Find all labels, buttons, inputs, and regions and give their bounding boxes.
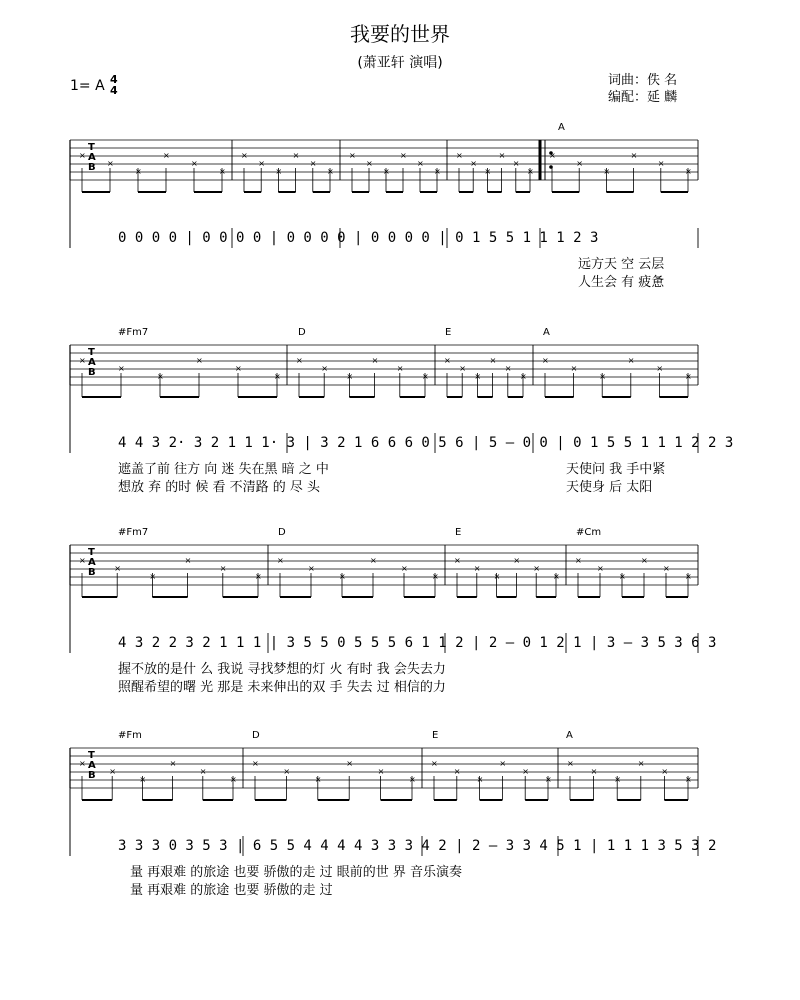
fret-mark: × bbox=[252, 759, 259, 768]
fret-mark: × bbox=[630, 151, 638, 160]
fret-mark: × bbox=[685, 572, 692, 581]
tab-clef-letter: T bbox=[88, 347, 95, 358]
fret-mark: × bbox=[641, 556, 648, 565]
fret-mark: × bbox=[470, 159, 477, 168]
tab-clef-letter: T bbox=[88, 750, 95, 761]
fret-mark: × bbox=[498, 151, 506, 160]
fret-mark: × bbox=[599, 372, 606, 381]
fret-mark: × bbox=[241, 151, 248, 160]
lyric-line-2: 照醒希望的曙 光 那是 未来伸出的双 手 失去 过 相信的力 bbox=[118, 680, 446, 695]
fret-mark: × bbox=[401, 564, 408, 573]
fret-mark: × bbox=[567, 759, 574, 768]
fret-mark: × bbox=[619, 572, 626, 581]
fret-mark: × bbox=[258, 159, 265, 168]
chord-symbol: #Fm7 bbox=[118, 527, 149, 538]
chord-symbol: D bbox=[278, 527, 286, 538]
fret-mark: × bbox=[292, 151, 300, 160]
fret-mark: × bbox=[321, 364, 328, 373]
fret-mark: × bbox=[109, 767, 116, 776]
chord-symbol: D bbox=[252, 730, 260, 741]
credit-lyrics-music: 词曲：佚 名 bbox=[608, 73, 678, 88]
fret-mark: × bbox=[219, 167, 226, 176]
lyric-line-2: 想放 弃 的时 候 看 不清路 的 尽 头 bbox=[118, 480, 321, 495]
fret-mark: × bbox=[504, 364, 512, 373]
fret-mark: × bbox=[79, 356, 86, 365]
fret-mark: × bbox=[456, 151, 463, 160]
credit-arranger: 编配：延 麟 bbox=[608, 90, 678, 105]
chord-symbol: #Fm bbox=[118, 730, 142, 741]
fret-mark: × bbox=[139, 775, 147, 784]
tab-clef-letter: A bbox=[88, 557, 96, 568]
fret-mark: × bbox=[484, 167, 492, 176]
lyric-line-1: 握不放的是什 么 我说 寻找梦想的灯 火 有时 我 会失去力 bbox=[118, 662, 446, 677]
fret-mark: × bbox=[314, 775, 322, 784]
fret-mark: × bbox=[489, 356, 497, 365]
fret-mark: × bbox=[309, 159, 317, 168]
fret-mark: × bbox=[296, 356, 303, 365]
fret-mark: × bbox=[346, 372, 354, 381]
fret-mark: × bbox=[157, 372, 164, 381]
fret-mark: × bbox=[149, 572, 157, 581]
numbered-notation: 3 3 3 0 3 5 3 | 6 5 5 4 4 4 4 3 3 3 4 2 | 2 — 3 3 4 5 1 | 1 1 1 3 5 3 2 bbox=[118, 838, 717, 854]
fret-mark: × bbox=[169, 759, 177, 768]
fret-mark: × bbox=[476, 775, 484, 784]
fret-mark: × bbox=[473, 564, 481, 573]
chord-symbol: E bbox=[455, 527, 462, 538]
time-signature-top: 4 bbox=[110, 73, 118, 86]
fret-mark: × bbox=[349, 151, 356, 160]
fret-mark: × bbox=[614, 775, 621, 784]
fret-mark: × bbox=[493, 572, 501, 581]
fret-mark: × bbox=[575, 556, 582, 565]
chord-symbol: D bbox=[298, 327, 306, 338]
chord-symbol: #Fm7 bbox=[118, 327, 149, 338]
tab-clef-letter: T bbox=[88, 142, 95, 153]
fret-mark: × bbox=[513, 556, 521, 565]
fret-mark: × bbox=[235, 364, 242, 373]
fret-mark: × bbox=[454, 556, 461, 565]
tab-clef-letter: B bbox=[88, 162, 96, 173]
fret-mark: × bbox=[255, 572, 262, 581]
fret-mark: × bbox=[499, 759, 507, 768]
fret-mark: × bbox=[196, 356, 203, 365]
lyric-line-1: 远方天 空 云层 bbox=[578, 257, 665, 272]
lyric-line-2: 量 再艰难 的旅途 也要 骄傲的走 过 bbox=[130, 883, 333, 898]
fret-mark: × bbox=[400, 151, 407, 160]
tab-clef-letter: B bbox=[88, 567, 96, 578]
fret-mark: × bbox=[597, 564, 604, 573]
fret-mark: × bbox=[135, 167, 142, 176]
fret-mark: × bbox=[520, 372, 527, 381]
fret-mark: × bbox=[637, 759, 645, 768]
fret-mark: × bbox=[661, 767, 669, 776]
chord-symbol: E bbox=[432, 730, 439, 741]
lyric-line-1: 量 再艰难 的旅途 也要 骄傲的走 过 眼前的世 界 音乐演奏 bbox=[130, 865, 463, 880]
fret-mark: × bbox=[685, 167, 692, 176]
fret-mark: × bbox=[79, 151, 86, 160]
fret-mark: × bbox=[191, 159, 198, 168]
fret-mark: × bbox=[417, 159, 424, 168]
fret-mark: × bbox=[542, 356, 549, 365]
fret-mark: × bbox=[431, 759, 438, 768]
fret-mark: × bbox=[432, 572, 439, 581]
fret-mark: × bbox=[657, 159, 665, 168]
fret-mark: × bbox=[459, 364, 466, 373]
fret-mark: × bbox=[79, 556, 86, 565]
fret-mark: × bbox=[370, 556, 377, 565]
numbered-notation: 4 3 2 2 3 2 1 1 1 | 3 5 5 0 5 5 5 6 1 1 2 | 2 — 0 1 2 1 | 3 — 3 5 3 6 3 bbox=[118, 635, 717, 651]
fret-mark: × bbox=[396, 364, 404, 373]
fret-mark: × bbox=[444, 356, 451, 365]
tab-clef-letter: T bbox=[88, 547, 95, 558]
fret-mark: × bbox=[627, 356, 635, 365]
fret-mark: × bbox=[422, 372, 429, 381]
fret-mark: × bbox=[434, 167, 441, 176]
fret-mark: × bbox=[327, 167, 334, 176]
fret-mark: × bbox=[275, 167, 283, 176]
chord-symbol: #Cm bbox=[576, 527, 602, 538]
fret-mark: × bbox=[512, 159, 520, 168]
fret-mark: × bbox=[383, 167, 390, 176]
tab-clef-letter: A bbox=[88, 357, 96, 368]
fret-mark: × bbox=[522, 767, 529, 776]
tab-clef-letter: A bbox=[88, 760, 96, 771]
chord-symbol: A bbox=[543, 327, 550, 338]
fret-mark: × bbox=[219, 564, 227, 573]
fret-mark: × bbox=[685, 372, 692, 381]
tab-clef-letter: A bbox=[88, 152, 96, 163]
song-subtitle: (萧亚轩 演唱) bbox=[357, 55, 443, 71]
lyric-line-1: 遮盖了前 往方 向 迷 失在黑 暗 之 中 bbox=[118, 462, 329, 477]
fret-mark: × bbox=[533, 564, 540, 573]
numbered-notation: 0 0 0 0 | 0 0 0 0 | 0 0 0 0 | 0 0 0 0 | 0 1 5 5 1 1 1 2 3 bbox=[118, 230, 599, 246]
fret-mark: × bbox=[545, 775, 552, 784]
tab-clef-letter: B bbox=[88, 770, 96, 781]
fret-mark: × bbox=[474, 372, 482, 381]
key-signature: 1= A bbox=[70, 78, 105, 94]
fret-mark: × bbox=[656, 364, 664, 373]
lyric-line-2: 人生会 有 疲惫 bbox=[578, 275, 665, 290]
lyric-line-1: 天使问 我 手中紧 bbox=[566, 462, 666, 477]
fret-mark: × bbox=[114, 564, 121, 573]
time-signature-bottom: 4 bbox=[110, 84, 118, 97]
fret-mark: × bbox=[570, 364, 578, 373]
fret-mark: × bbox=[685, 775, 692, 784]
fret-mark: × bbox=[663, 564, 670, 573]
tab-clef-letter: B bbox=[88, 367, 96, 378]
fret-mark: × bbox=[377, 767, 385, 776]
fret-mark: × bbox=[230, 775, 237, 784]
chord-symbol: E bbox=[445, 327, 452, 338]
fret-mark: × bbox=[274, 372, 281, 381]
fret-mark: × bbox=[118, 364, 125, 373]
fret-mark: × bbox=[163, 151, 170, 160]
fret-mark: × bbox=[79, 759, 86, 768]
song-title: 我要的世界 bbox=[350, 22, 450, 46]
fret-mark: × bbox=[107, 159, 114, 168]
fret-mark: × bbox=[409, 775, 416, 784]
fret-mark: × bbox=[549, 151, 556, 160]
fret-mark: × bbox=[603, 167, 611, 176]
chord-symbol: A bbox=[566, 730, 573, 741]
fret-mark: × bbox=[366, 159, 373, 168]
fret-mark: × bbox=[277, 556, 284, 565]
fret-mark: × bbox=[453, 767, 461, 776]
fret-mark: × bbox=[371, 356, 379, 365]
numbered-notation: 4 4 3 2· 3 2 1 1 1· 3 | 3 2 1 6 6 6 0 5 6 | 5 — 0 0 | 0 1 5 5 1 1 1 2 2 3 bbox=[118, 435, 734, 451]
fret-mark: × bbox=[346, 759, 353, 768]
fret-mark: × bbox=[339, 572, 346, 581]
fret-mark: × bbox=[308, 564, 315, 573]
fret-mark: × bbox=[199, 767, 207, 776]
fret-mark: × bbox=[527, 167, 534, 176]
lyric-line-2: 天使身 后 太阳 bbox=[566, 480, 653, 495]
fret-mark: × bbox=[576, 159, 583, 168]
fret-mark: × bbox=[553, 572, 560, 581]
fret-mark: × bbox=[283, 767, 291, 776]
fret-mark: × bbox=[590, 767, 598, 776]
fret-mark: × bbox=[184, 556, 192, 565]
chord-symbol: A bbox=[558, 122, 565, 133]
